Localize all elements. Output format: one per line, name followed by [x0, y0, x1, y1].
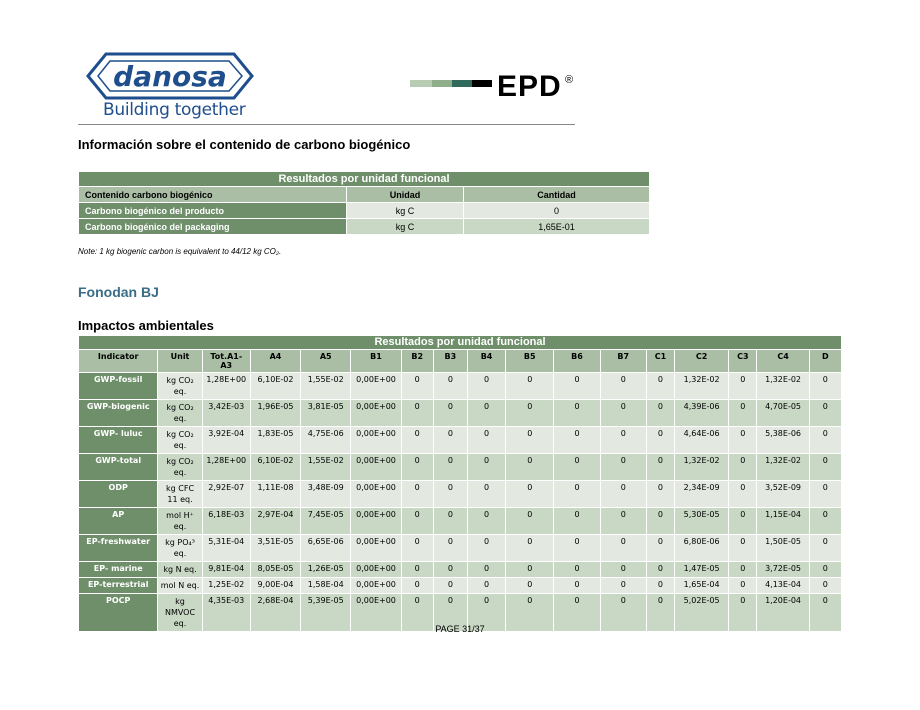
unit-cell: kg NMVOC eq.	[158, 594, 202, 632]
impacts-heading: Impactos ambientales	[78, 318, 214, 333]
value-cell: 5,31E-04	[202, 535, 250, 562]
value-cell: 0	[646, 508, 674, 535]
value-cell: 0	[401, 400, 433, 427]
value-cell: 0	[554, 535, 600, 562]
value-cell: 0	[467, 400, 505, 427]
value-cell: 0	[646, 481, 674, 508]
value-cell: 0	[600, 481, 646, 508]
value-cell: 0	[646, 594, 674, 632]
value-cell: 5,38E-06	[757, 427, 809, 454]
value-cell: 0	[554, 454, 600, 481]
impacts-col-header: Indicator	[79, 350, 158, 373]
indicator-cell: GWP-total	[79, 454, 158, 481]
unit-cell: kg CFC 11 eq.	[158, 481, 202, 508]
value-cell: 1,96E-05	[250, 400, 300, 427]
value-cell: 0	[646, 535, 674, 562]
value-cell: 2,34E-09	[675, 481, 729, 508]
value-cell: 0	[401, 373, 433, 400]
value-cell: 0	[467, 481, 505, 508]
value-cell: 5,30E-05	[675, 508, 729, 535]
value-cell: 0	[554, 562, 600, 578]
value-cell: 4,64E-06	[675, 427, 729, 454]
value-cell: 0	[401, 454, 433, 481]
impacts-col-header: B5	[506, 350, 554, 373]
value-cell: 0	[506, 454, 554, 481]
value-cell: 0	[506, 373, 554, 400]
value-cell: 1,15E-04	[757, 508, 809, 535]
value-cell: 0	[809, 508, 841, 535]
unit-cell: kg CO₂ eq.	[158, 400, 202, 427]
impacts-col-header: B6	[554, 350, 600, 373]
value-cell: 0	[600, 578, 646, 594]
value-cell: 1,32E-02	[675, 454, 729, 481]
value-cell: 0	[401, 578, 433, 594]
value-cell: 0	[467, 508, 505, 535]
row-value: 1,65E-01	[464, 219, 650, 235]
value-cell: 6,65E-06	[301, 535, 351, 562]
impacts-table-caption: Resultados por unidad funcional	[79, 336, 842, 350]
value-cell: 0,00E+00	[351, 454, 401, 481]
indicator-cell: ODP	[79, 481, 158, 508]
unit-cell: kg PO₄³ eq.	[158, 535, 202, 562]
value-cell: 0,00E+00	[351, 562, 401, 578]
value-cell: 0	[646, 373, 674, 400]
value-cell: 0	[467, 535, 505, 562]
value-cell: 1,20E-04	[757, 594, 809, 632]
value-cell: 0	[729, 481, 757, 508]
value-cell: 0,00E+00	[351, 427, 401, 454]
table-row	[79, 454, 842, 481]
table-row	[79, 427, 842, 454]
value-cell: 0,00E+00	[351, 481, 401, 508]
value-cell: 0	[600, 454, 646, 481]
value-cell: 6,10E-02	[250, 373, 300, 400]
value-cell: 0	[433, 578, 467, 594]
value-cell: 1,25E-02	[202, 578, 250, 594]
value-cell: 0,00E+00	[351, 535, 401, 562]
value-cell: 0	[467, 454, 505, 481]
value-cell: 0	[506, 562, 554, 578]
product-name: Fonodan BJ	[78, 284, 159, 300]
impacts-col-header: B1	[351, 350, 401, 373]
value-cell: 8,05E-05	[250, 562, 300, 578]
impacts-col-header: B3	[433, 350, 467, 373]
value-cell: 4,39E-06	[675, 400, 729, 427]
impacts-col-header: Tot.A1-A3	[202, 350, 250, 373]
page-number: PAGE 31/37	[435, 624, 485, 634]
value-cell: 0	[600, 535, 646, 562]
biogenic-note: Note: 1 kg biogenic carbon is equivalent to 44/12 kg CO₂.	[78, 247, 282, 256]
value-cell: 0	[646, 578, 674, 594]
table-row	[79, 578, 842, 594]
indicator-cell: GWP-fossil	[79, 373, 158, 400]
value-cell: 4,35E-03	[202, 594, 250, 632]
table-row	[79, 219, 650, 235]
value-cell: 0	[809, 578, 841, 594]
value-cell: 0	[554, 481, 600, 508]
value-cell: 1,26E-05	[301, 562, 351, 578]
value-cell: 0	[433, 508, 467, 535]
impacts-col-header: A4	[250, 350, 300, 373]
value-cell: 0	[729, 508, 757, 535]
value-cell: 0	[401, 481, 433, 508]
value-cell: 0,00E+00	[351, 400, 401, 427]
unit-cell: mol H⁺ eq.	[158, 508, 202, 535]
value-cell: 3,52E-09	[757, 481, 809, 508]
value-cell: 0	[433, 481, 467, 508]
value-cell: 0	[809, 481, 841, 508]
epd-label: EPD	[497, 70, 562, 103]
value-cell: 3,81E-05	[301, 400, 351, 427]
value-cell: 0	[433, 373, 467, 400]
value-cell: 4,13E-04	[757, 578, 809, 594]
value-cell: 1,58E-04	[301, 578, 351, 594]
value-cell: 0	[433, 454, 467, 481]
biogenic-col-header: Unidad	[347, 187, 464, 203]
value-cell: 0	[554, 427, 600, 454]
impacts-col-header: C1	[646, 350, 674, 373]
indicator-cell: AP	[79, 508, 158, 535]
value-cell: 6,18E-03	[202, 508, 250, 535]
value-cell: 5,02E-05	[675, 594, 729, 632]
value-cell: 0	[600, 427, 646, 454]
value-cell: 3,51E-05	[250, 535, 300, 562]
value-cell: 0	[646, 562, 674, 578]
value-cell: 0	[401, 594, 433, 632]
indicator-cell: GWP- luluc	[79, 427, 158, 454]
value-cell: 0	[433, 400, 467, 427]
value-cell: 3,42E-03	[202, 400, 250, 427]
value-cell: 0	[729, 535, 757, 562]
value-cell: 1,55E-02	[301, 454, 351, 481]
value-cell: 0	[600, 373, 646, 400]
impacts-col-header: C3	[729, 350, 757, 373]
value-cell: 0	[729, 578, 757, 594]
value-cell: 0	[600, 594, 646, 632]
value-cell: 0	[600, 400, 646, 427]
value-cell: 0	[729, 400, 757, 427]
unit-cell: kg CO₂ eq.	[158, 427, 202, 454]
value-cell: 0,00E+00	[351, 508, 401, 535]
value-cell: 0	[809, 594, 841, 632]
value-cell: 0,00E+00	[351, 373, 401, 400]
value-cell: 0	[729, 562, 757, 578]
impacts-col-header: C4	[757, 350, 809, 373]
value-cell: 6,80E-06	[675, 535, 729, 562]
value-cell: 1,32E-02	[675, 373, 729, 400]
impacts-col-header: B2	[401, 350, 433, 373]
value-cell: 0	[809, 400, 841, 427]
value-cell: 1,65E-04	[675, 578, 729, 594]
value-cell: 0	[506, 427, 554, 454]
value-cell: 0	[809, 373, 841, 400]
value-cell: 1,50E-05	[757, 535, 809, 562]
impacts-col-header: Unit	[158, 350, 202, 373]
value-cell: 0	[729, 454, 757, 481]
row-unit: kg C	[347, 219, 464, 235]
impacts-col-header: B7	[600, 350, 646, 373]
value-cell: 0	[554, 594, 600, 632]
value-cell: 0,00E+00	[351, 578, 401, 594]
value-cell: 9,00E-04	[250, 578, 300, 594]
value-cell: 0	[433, 427, 467, 454]
value-cell: 0	[467, 427, 505, 454]
value-cell: 0	[401, 562, 433, 578]
value-cell: 1,11E-08	[250, 481, 300, 508]
impacts-col-header: A5	[301, 350, 351, 373]
biogenic-table	[78, 171, 650, 235]
value-cell: 1,28E+00	[202, 454, 250, 481]
value-cell: 0	[646, 454, 674, 481]
value-cell: 9,81E-04	[202, 562, 250, 578]
indicator-cell: EP- marine	[79, 562, 158, 578]
value-cell: 0	[809, 535, 841, 562]
table-row	[79, 400, 842, 427]
value-cell: 6,10E-02	[250, 454, 300, 481]
value-cell: 0	[809, 562, 841, 578]
value-cell: 0	[506, 400, 554, 427]
indicator-cell: EP-freshwater	[79, 535, 158, 562]
row-unit: kg C	[347, 203, 464, 219]
value-cell: 1,55E-02	[301, 373, 351, 400]
value-cell: 1,28E+00	[202, 373, 250, 400]
impacts-col-header: B4	[467, 350, 505, 373]
registered-mark: ®	[565, 74, 574, 86]
row-value: 0	[464, 203, 650, 219]
table-row	[79, 535, 842, 562]
value-cell: 2,92E-07	[202, 481, 250, 508]
value-cell: 0	[729, 427, 757, 454]
value-cell: 1,83E-05	[250, 427, 300, 454]
value-cell: 0	[600, 508, 646, 535]
value-cell: 0	[554, 508, 600, 535]
value-cell: 7,45E-05	[301, 508, 351, 535]
value-cell: 0	[506, 578, 554, 594]
row-label: Carbono biogénico del producto	[79, 203, 347, 219]
value-cell: 0	[467, 373, 505, 400]
value-cell: 2,97E-04	[250, 508, 300, 535]
value-cell: 0	[646, 400, 674, 427]
table-row	[79, 508, 842, 535]
value-cell: 0	[467, 578, 505, 594]
value-cell: 0	[467, 562, 505, 578]
biogenic-table-caption: Resultados por unidad funcional	[79, 172, 650, 187]
impacts-table	[78, 335, 842, 632]
biogenic-heading: Información sobre el contenido de carbono biogénico	[78, 137, 411, 152]
unit-cell: kg CO₂ eq.	[158, 454, 202, 481]
value-cell: 3,92E-04	[202, 427, 250, 454]
value-cell: 0	[506, 481, 554, 508]
value-cell: 1,47E-05	[675, 562, 729, 578]
value-cell: 0	[401, 535, 433, 562]
value-cell: 5,39E-05	[301, 594, 351, 632]
impacts-col-header: D	[809, 350, 841, 373]
logo-tagline: Building together	[103, 100, 246, 120]
value-cell: 1,32E-02	[757, 454, 809, 481]
value-cell: 0	[729, 594, 757, 632]
logo-text: danosa	[113, 60, 227, 93]
value-cell: 0	[506, 594, 554, 632]
value-cell: 0	[646, 427, 674, 454]
value-cell: 0	[433, 535, 467, 562]
value-cell: 0,00E+00	[351, 594, 401, 632]
value-cell: 0	[809, 454, 841, 481]
epd-color-bars	[410, 80, 492, 87]
impacts-col-header: C2	[675, 350, 729, 373]
unit-cell: mol N eq.	[158, 578, 202, 594]
value-cell: 3,48E-09	[301, 481, 351, 508]
indicator-cell: POCP	[79, 594, 158, 632]
value-cell: 0	[506, 508, 554, 535]
table-row	[79, 481, 842, 508]
value-cell: 0	[506, 535, 554, 562]
value-cell: 0	[554, 373, 600, 400]
value-cell: 0	[729, 373, 757, 400]
unit-cell: kg CO₂ eq.	[158, 373, 202, 400]
value-cell: 4,75E-06	[301, 427, 351, 454]
value-cell: 2,68E-04	[250, 594, 300, 632]
value-cell: 0	[809, 427, 841, 454]
table-row	[79, 203, 650, 219]
value-cell: 0	[401, 508, 433, 535]
indicator-cell: EP-terrestrial	[79, 578, 158, 594]
value-cell: 0	[600, 562, 646, 578]
table-row	[79, 373, 842, 400]
unit-cell: kg N eq.	[158, 562, 202, 578]
indicator-cell: GWP-biogenic	[79, 400, 158, 427]
value-cell: 0	[433, 594, 467, 632]
row-label: Carbono biogénico del packaging	[79, 219, 347, 235]
value-cell: 0	[554, 400, 600, 427]
value-cell: 4,70E-05	[757, 400, 809, 427]
value-cell: 3,72E-05	[757, 562, 809, 578]
table-row	[79, 562, 842, 578]
biogenic-col-header: Cantidad	[464, 187, 650, 203]
biogenic-col-header: Contenido carbono biogénico	[79, 187, 347, 203]
value-cell: 1,32E-02	[757, 373, 809, 400]
value-cell: 0	[433, 562, 467, 578]
value-cell: 0	[467, 594, 505, 632]
header-divider	[78, 124, 575, 125]
value-cell: 0	[554, 578, 600, 594]
value-cell: 0	[401, 427, 433, 454]
